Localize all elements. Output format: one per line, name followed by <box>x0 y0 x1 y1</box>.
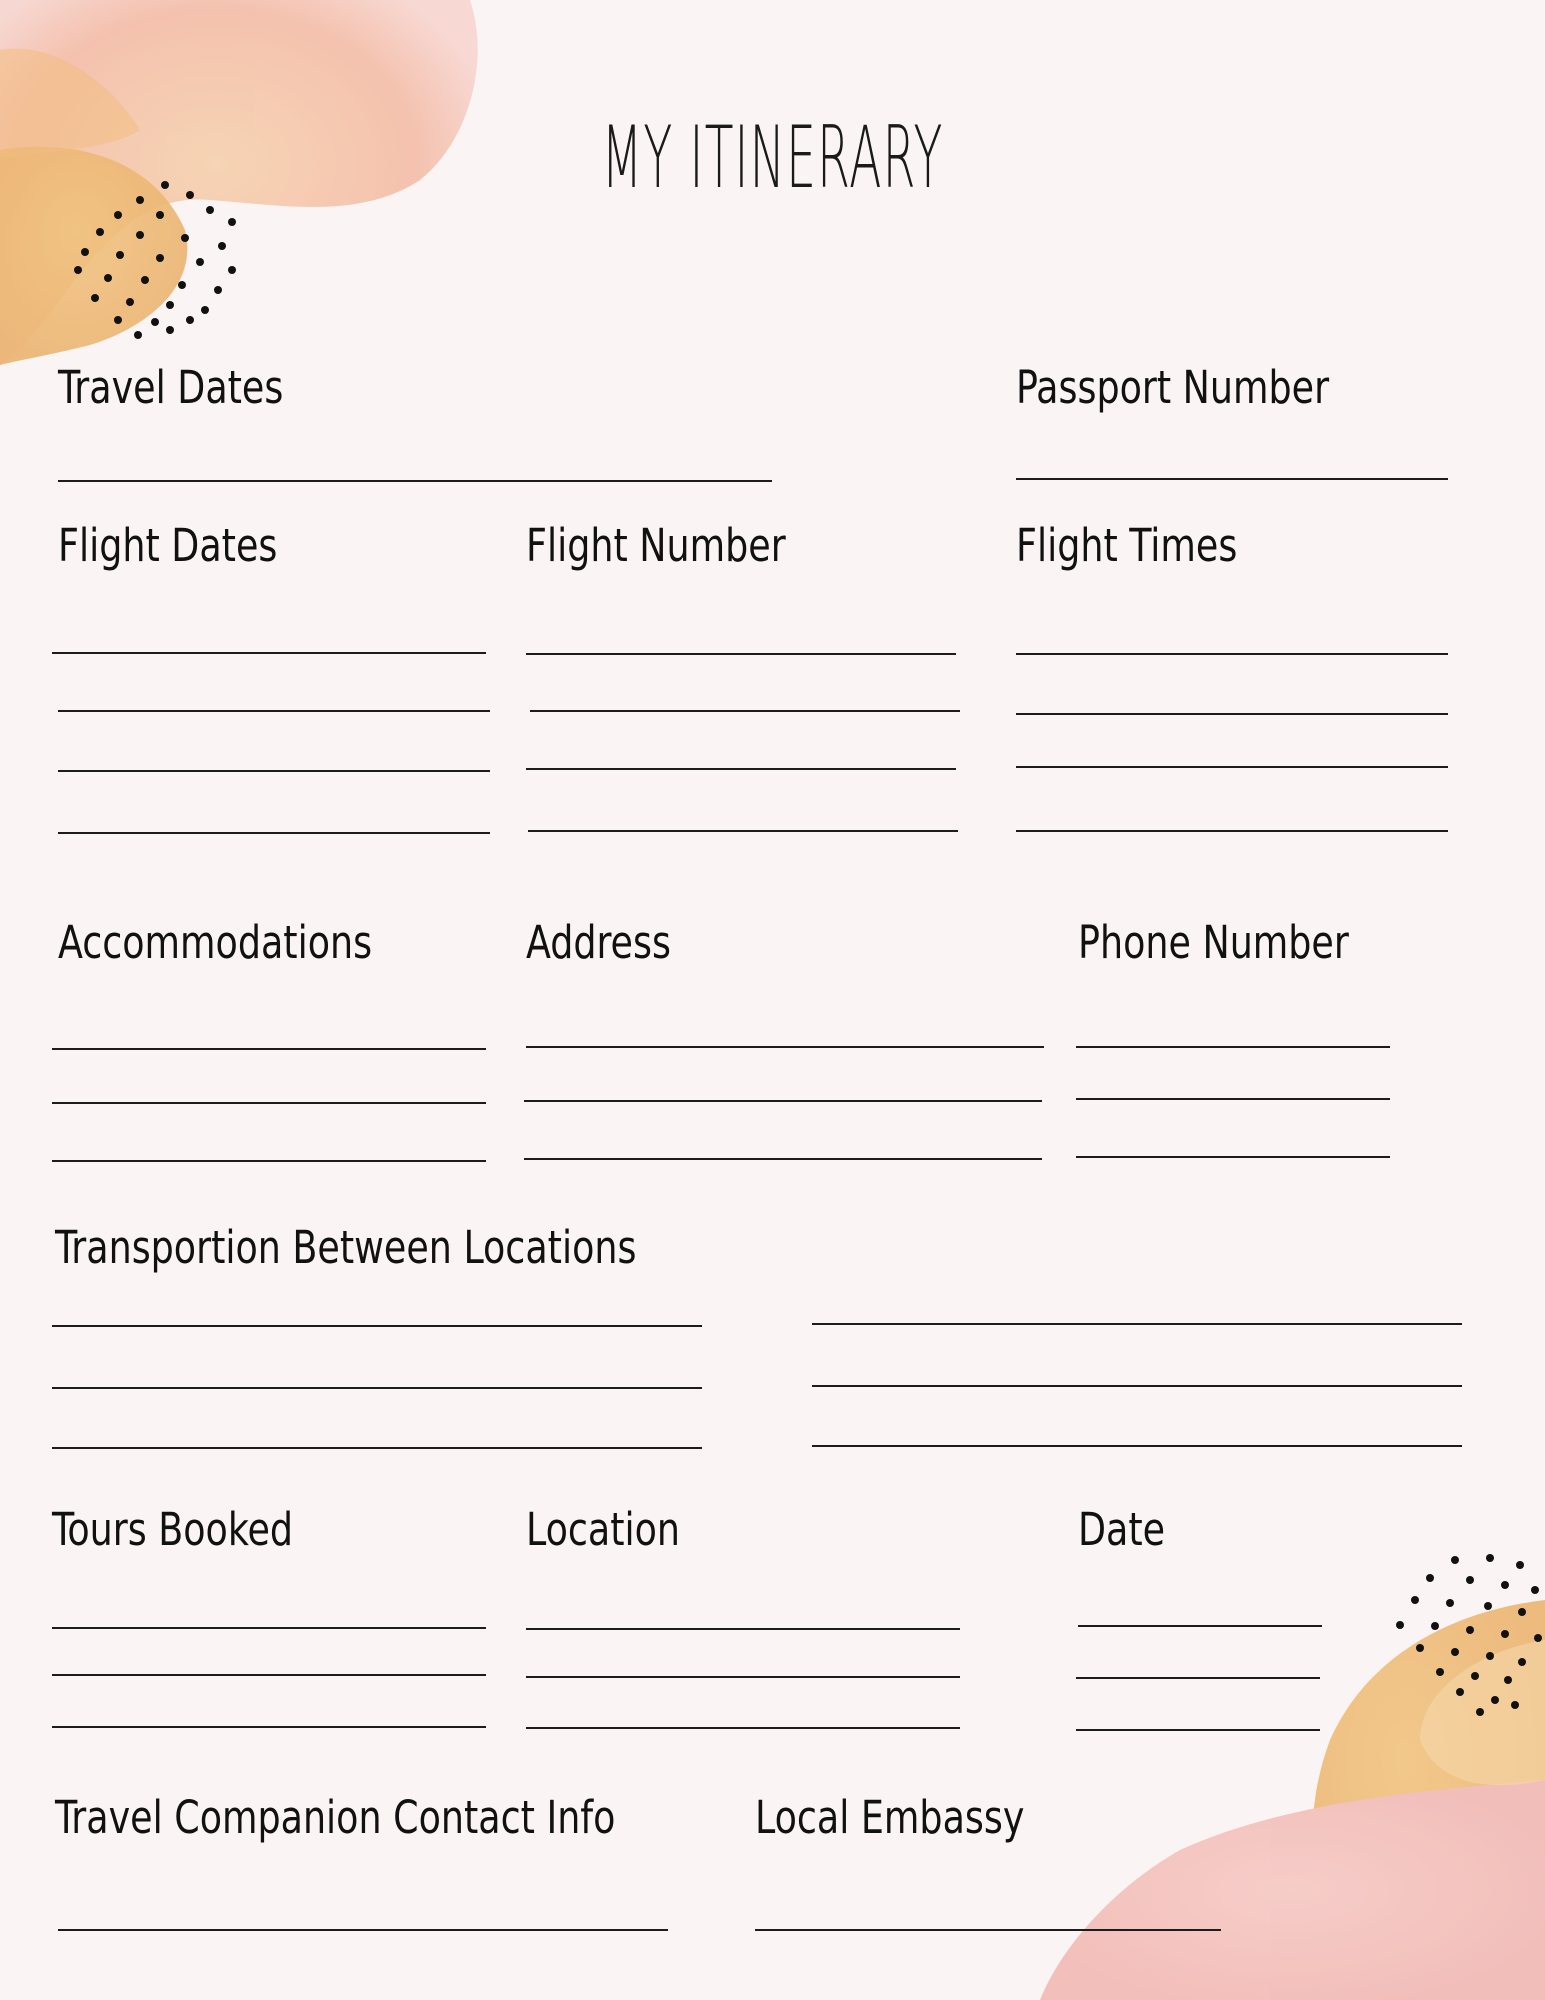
companion-contact-field[interactable] <box>58 1929 668 1931</box>
flight-times-line-3[interactable] <box>1016 766 1448 768</box>
flight-times-line-4[interactable] <box>1016 830 1448 832</box>
date-line-2[interactable] <box>1076 1677 1320 1679</box>
date-line-1[interactable] <box>1078 1625 1322 1627</box>
flight-number-label: Flight Number <box>526 519 786 572</box>
companion-contact-label: Travel Companion Contact Info <box>55 1791 616 1844</box>
phone-number-line-1[interactable] <box>1076 1046 1390 1048</box>
address-label: Address <box>526 916 671 969</box>
flight-number-line-3[interactable] <box>526 768 956 770</box>
location-line-2[interactable] <box>526 1676 960 1678</box>
local-embassy-label: Local Embassy <box>755 1791 1025 1844</box>
transportation-left-line-1[interactable] <box>52 1325 702 1327</box>
flight-dates-line-4[interactable] <box>58 832 490 834</box>
flight-dates-label: Flight Dates <box>58 519 278 572</box>
accommodations-line-1[interactable] <box>52 1048 486 1050</box>
tours-booked-line-1[interactable] <box>52 1627 486 1629</box>
phone-number-line-3[interactable] <box>1076 1156 1390 1158</box>
passport-number-field[interactable] <box>1016 478 1448 480</box>
flight-dates-line-2[interactable] <box>58 710 490 712</box>
accommodations-line-3[interactable] <box>52 1160 486 1162</box>
address-line-3[interactable] <box>524 1158 1042 1160</box>
flight-times-label: Flight Times <box>1016 519 1238 572</box>
date-label: Date <box>1078 1503 1166 1556</box>
transportation-right-line-1[interactable] <box>812 1323 1462 1325</box>
date-line-3[interactable] <box>1076 1729 1320 1731</box>
flight-dates-line-1[interactable] <box>52 652 486 654</box>
address-line-1[interactable] <box>526 1046 1044 1048</box>
location-line-1[interactable] <box>526 1628 960 1630</box>
accommodations-line-2[interactable] <box>52 1102 486 1104</box>
transportation-right-line-2[interactable] <box>812 1385 1462 1387</box>
transportation-left-line-3[interactable] <box>52 1447 702 1449</box>
flight-number-line-2[interactable] <box>530 710 960 712</box>
tours-booked-label: Tours Booked <box>52 1503 294 1556</box>
flight-number-line-1[interactable] <box>526 653 956 655</box>
location-line-3[interactable] <box>526 1727 960 1729</box>
tours-booked-line-2[interactable] <box>52 1674 486 1676</box>
transportation-label: Transportion Between Locations <box>55 1221 637 1274</box>
local-embassy-field[interactable] <box>755 1929 1221 1931</box>
accommodations-label: Accommodations <box>58 916 373 969</box>
tours-booked-line-3[interactable] <box>52 1726 486 1728</box>
location-label: Location <box>526 1503 681 1556</box>
travel-dates-label: Travel Dates <box>58 361 284 414</box>
flight-times-line-2[interactable] <box>1016 713 1448 715</box>
page-title: MY ITINERARY <box>601 108 944 208</box>
flight-number-line-4[interactable] <box>528 830 958 832</box>
address-line-2[interactable] <box>524 1100 1042 1102</box>
flight-times-line-1[interactable] <box>1016 653 1448 655</box>
bottom-right-watercolor <box>1040 1600 1545 2000</box>
passport-number-label: Passport Number <box>1016 361 1330 414</box>
phone-number-line-2[interactable] <box>1076 1098 1390 1100</box>
flight-dates-line-3[interactable] <box>58 770 490 772</box>
travel-dates-field[interactable] <box>58 480 772 482</box>
transportation-left-line-2[interactable] <box>52 1387 702 1389</box>
phone-number-label: Phone Number <box>1078 916 1349 969</box>
transportation-right-line-3[interactable] <box>812 1445 1462 1447</box>
